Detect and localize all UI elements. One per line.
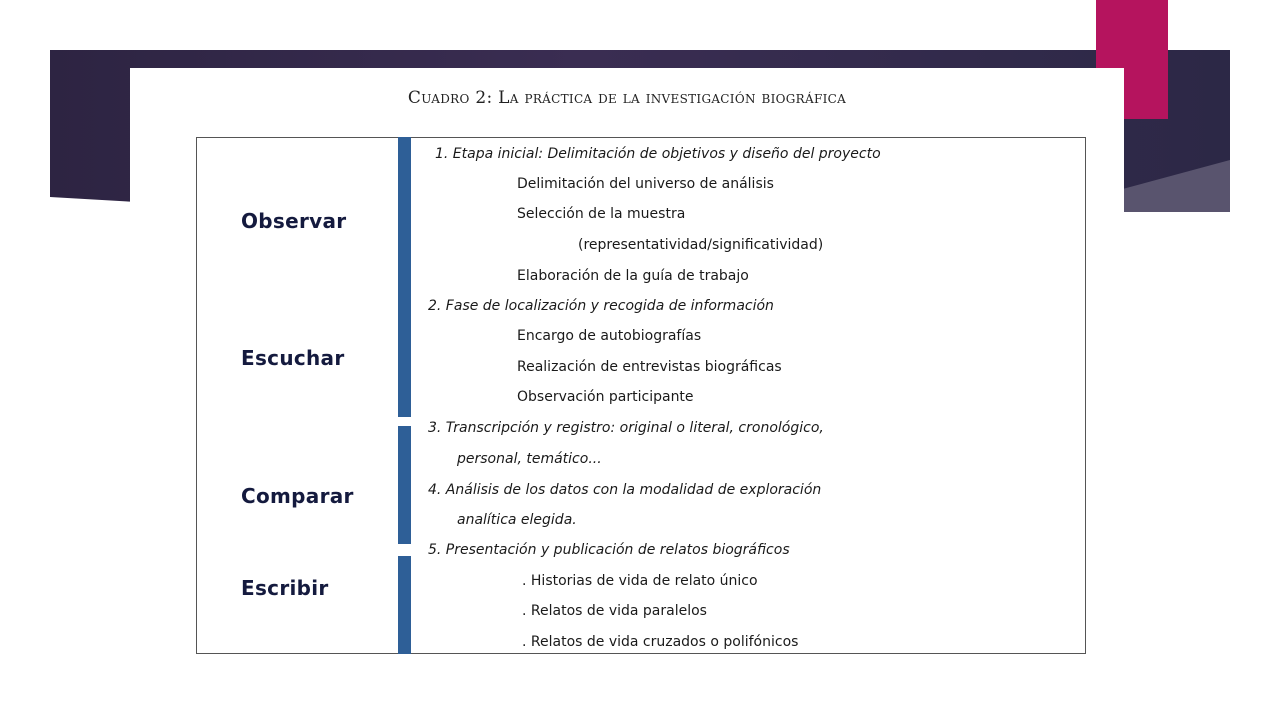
step-item: . Relatos de vida cruzados o polifónicos [522,634,799,650]
step-item: Elaboración de la guía de trabajo [517,268,749,284]
stage-bar-escribir [398,556,411,654]
stage-label-escribir: Escribir [241,576,329,600]
step-heading-3-cont: personal, temático... [457,451,602,467]
step-item: Selección de la muestra [517,206,686,222]
step-item: . Historias de vida de relato único [522,573,758,589]
table-title: Cuadro 2: La práctica de la investigación biográfica [407,88,847,108]
step-item: Realización de entrevistas biográficas [517,359,782,375]
step-heading-4: 4. Análisis de los datos con la modalidad de exploración [428,482,822,498]
stage-bar-comparar [398,426,411,544]
step-heading-4-cont: analítica elegida. [457,512,577,528]
step-heading-3: 3. Transcripción y registro: original o literal, cronológico, [428,420,824,436]
stage-label-observar: Observar [241,209,347,233]
step-heading-2: 2. Fase de localización y recogida de información [428,298,774,314]
stage-label-escuchar: Escuchar [241,346,345,370]
stage-bar-observar-escuchar [398,137,411,417]
step-heading-1: 1. Etapa inicial: Delimitación de objetivos y diseño del proyecto [435,146,881,162]
step-item: Observación participante [517,389,694,405]
stage-label-comparar: Comparar [241,484,354,508]
step-item: Delimitación del universo de análisis [517,176,774,192]
step-item: Encargo de autobiografías [517,328,702,344]
step-heading-5: 5. Presentación y publicación de relatos biográficos [428,542,790,558]
step-item: . Relatos de vida paralelos [522,603,707,619]
step-item: (representatividad/significatividad) [578,237,824,253]
